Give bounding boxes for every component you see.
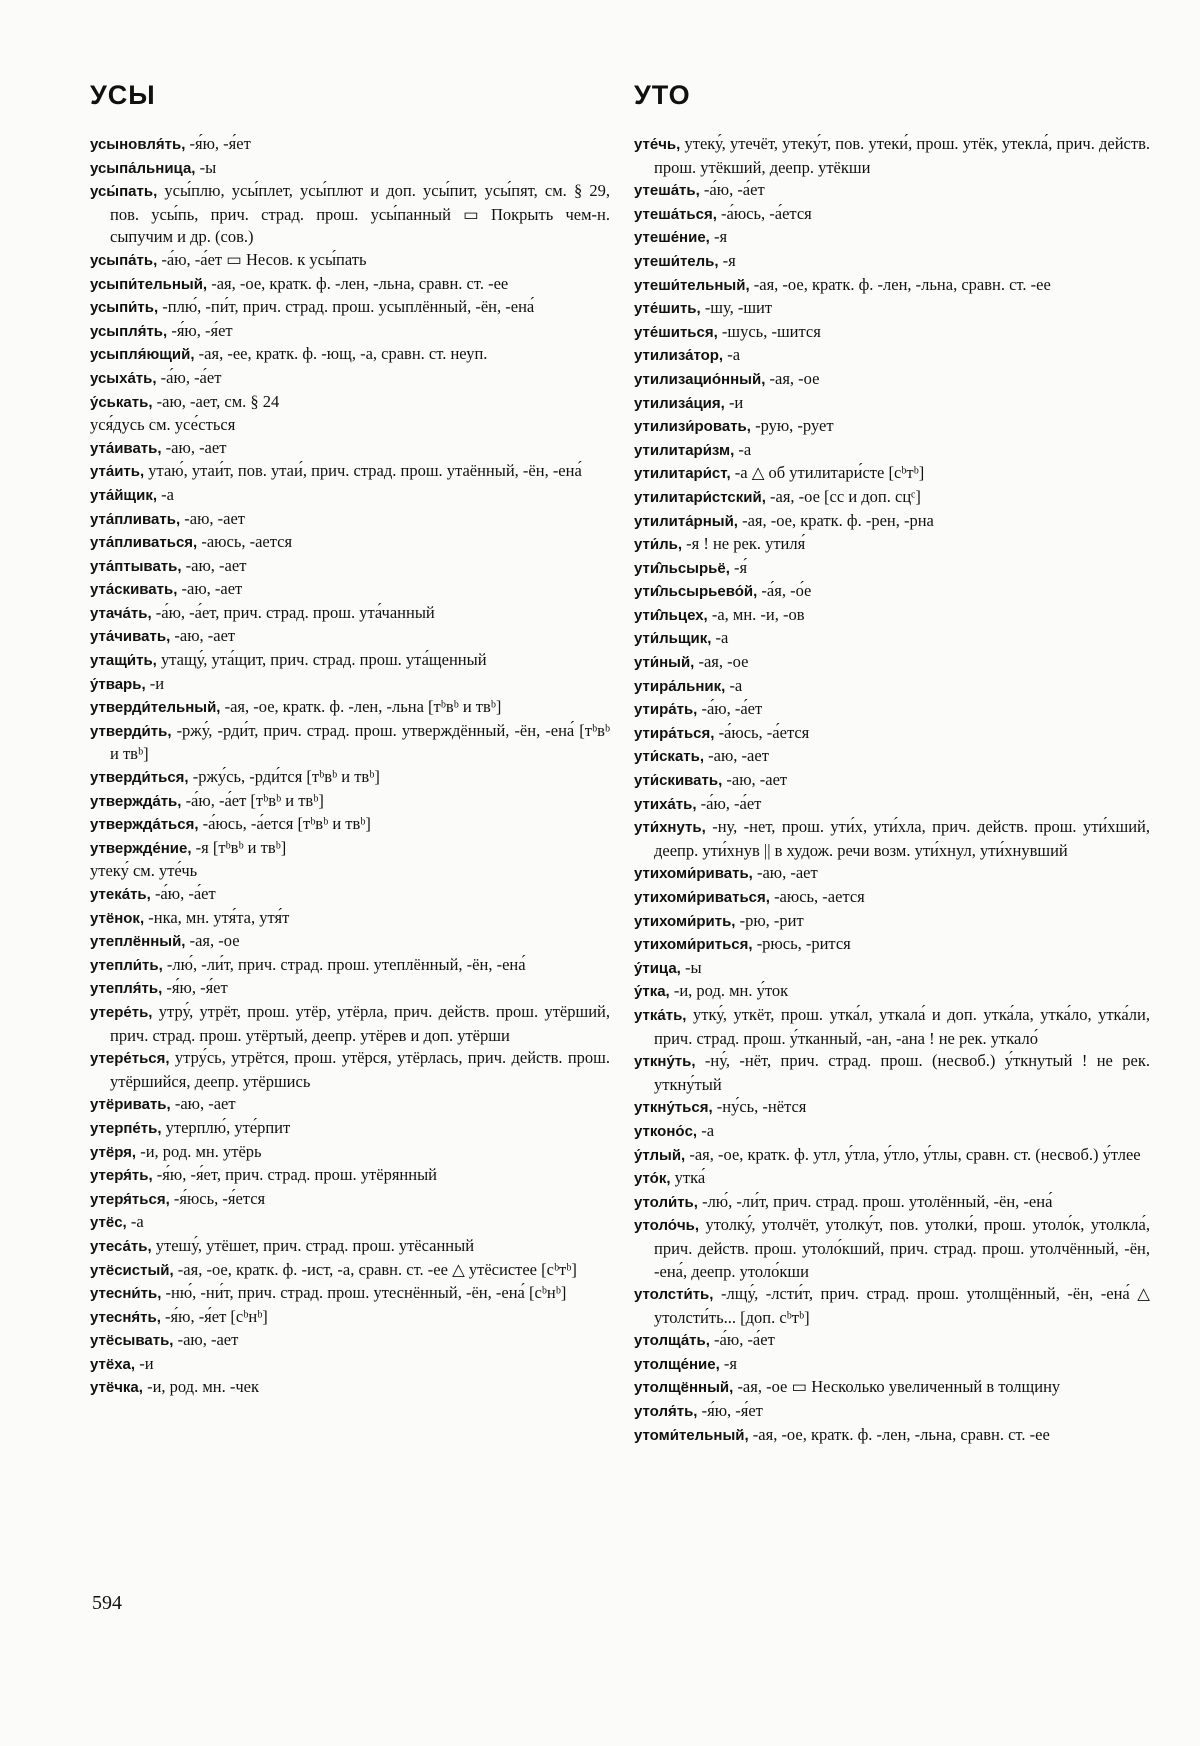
entry-forms: -я́ю, -я́ет: [185, 134, 251, 153]
entry-headword: уте́чь,: [634, 136, 681, 153]
entry-forms: -а́ю, -а́ет: [699, 180, 765, 200]
entry-forms: -а́ю, -а́ет: [697, 699, 763, 719]
entry-headword: усыпля́ющий,: [90, 346, 195, 364]
entry-headword: утихоми́ривать,: [634, 865, 753, 883]
entry-headword: у́тица,: [634, 959, 681, 977]
dictionary-entry: [634, 1096, 1150, 1120]
dictionary-entry: [634, 1191, 1150, 1215]
entry-forms: -а: [697, 1120, 715, 1140]
entry-forms: -и: [135, 1353, 154, 1373]
entry-headword: утка́ть,: [634, 1006, 687, 1024]
entry-forms: утерплю́, уте́рпит: [161, 1117, 291, 1137]
dictionary-entry: [634, 415, 1150, 439]
entry-forms: -я́юсь, -я́ется: [169, 1188, 266, 1208]
entry-headword: усыха́ть,: [90, 369, 157, 387]
entry-headword: утёнок,: [90, 909, 145, 927]
entry-headword: утеша́ть,: [634, 182, 700, 200]
dictionary-entry: [634, 1144, 1150, 1168]
entry-headword: ути́хнуть,: [634, 819, 706, 837]
entry-forms: -а, мн. -и, -ов: [707, 604, 805, 624]
entry-forms: -я [тᵇвᵇ и твᵇ]: [191, 837, 287, 857]
dictionary-entry: [634, 1400, 1150, 1424]
entry-forms: утру́, утрёт, прош. утёр, утёрла, прич. действ. прош. утёрший, прич. страд. прош. утёртый, деепр. утёрев и доп. утёрши: [110, 1001, 610, 1045]
dictionary-entry: [90, 1188, 610, 1212]
entry-forms: -а́ю, -а́ет: [696, 793, 762, 813]
dictionary-entry: [634, 675, 1150, 699]
dictionary-entry: [634, 368, 1150, 392]
dictionary-entry: [90, 1329, 610, 1353]
entry-headword: утира́ться,: [634, 724, 715, 742]
dictionary-entry: [90, 273, 610, 297]
entry-forms: -лю́, -ли́т, прич. страд. прош. утолённый, -ён, -ена́: [697, 1191, 1053, 1211]
entry-headword: ута́ивать,: [90, 439, 162, 457]
entry-forms: усы́плю, усы́плет, усы́плют и доп. усы́пит, усы́пят, см. § 29, пов. усы́пь, прич. страд. прош. усы́панный ▭ Покрыть чем-н. сыпучим и др. (сов.): [110, 181, 610, 247]
dictionary-entry: [634, 557, 1150, 581]
entry-forms: -я́ю, -я́ет [сᵇнᵇ]: [160, 1306, 268, 1326]
dictionary-entry: [90, 414, 610, 437]
entry-forms: уся́дусь см. усе́сться: [90, 415, 236, 435]
entry-headword: утира́ть,: [634, 701, 698, 719]
dictionary-entry: [634, 604, 1150, 628]
entry-forms: -ржу́, -рди́т, прич. страд. прош. утверждённый, -ён, -ена́ [тᵇвᵇ и твᵇ]: [110, 720, 610, 764]
entry-forms: -ая, -ое ▭ Несколько увеличенный в толщину: [733, 1377, 1061, 1397]
entry-headword: у́тлый,: [634, 1146, 686, 1164]
dictionary-entry: [634, 297, 1150, 321]
dictionary-entry: [90, 133, 610, 157]
dictionary-entry: [90, 320, 610, 344]
entry-forms: -а: [126, 1212, 144, 1232]
entry-forms: -я: [719, 1353, 737, 1373]
dictionary-entry: [90, 157, 610, 181]
entry-forms: -ну, -нет, прош. ути́х, ути́хла, прич. действ. прош. ути́хший, деепр. ути́хнув || в худож. речи возм. ути́хнул, ути́хнувший: [654, 817, 1150, 860]
entry-forms: -ню́, -ни́т, прич. страд. прош. утеснённый, -ён, -ена́ [сᵇнᵇ]: [161, 1283, 567, 1303]
dictionary-entry: [90, 1047, 610, 1093]
dictionary-entry: [634, 862, 1150, 886]
right-running-head: УТО: [634, 80, 691, 110]
dictionary-entry: [634, 627, 1150, 651]
entry-headword: усыпа́ть,: [90, 251, 158, 269]
dictionary-entry: [634, 533, 1150, 557]
entry-headword: утере́ть,: [90, 1003, 153, 1021]
entry-headword: утихоми́рить,: [634, 912, 736, 930]
entry-headword: у́тка,: [634, 983, 670, 1001]
entry-forms: -а́юсь, -а́ется: [714, 722, 810, 742]
entry-headword: ута́пливаться,: [90, 534, 198, 552]
entry-forms: утеку́, утечёт, утеку́т, пов. утеки́, прош. утёк, утекла́, прич. действ. прош. утёкший, деепр. утёкши: [654, 134, 1150, 177]
dictionary-entry: [90, 391, 610, 415]
entry-forms: -а́юсь, -а́ется: [716, 203, 812, 223]
entry-forms: -а: [723, 345, 741, 365]
entry-headword: утеря́ться,: [90, 1190, 170, 1208]
entry-headword: утконо́с,: [634, 1122, 698, 1140]
entry-headword: утилитари́ст,: [634, 465, 731, 483]
dictionary-entry: [90, 484, 610, 508]
dictionary-entry: [634, 1120, 1150, 1144]
entry-forms: -аю, -ает: [170, 626, 236, 646]
dictionary-entry: [634, 698, 1150, 722]
entry-headword: ути́льщик,: [634, 630, 712, 648]
entry-forms: -ая, -ое [сс и доп. сцᶜ]: [765, 486, 921, 506]
entry-forms: -а́ю, -а́ет: [709, 1330, 775, 1350]
entry-headword: у́ськать,: [90, 393, 153, 411]
entry-headword: утилитари́зм,: [634, 441, 735, 459]
entry-headword: утащи́ть,: [90, 652, 157, 670]
dictionary-entry: [90, 437, 610, 461]
entry-headword: ути́ный,: [634, 654, 695, 672]
entry-headword: у́тварь,: [90, 675, 146, 693]
entry-forms: -и, род. мн. утёрь: [136, 1141, 262, 1161]
dictionary-entry: [90, 977, 610, 1001]
entry-headword: утвержда́ть,: [90, 792, 182, 810]
dictionary-entry: [634, 462, 1150, 486]
entry-headword: утача́ть,: [90, 604, 152, 622]
entry-headword: утолща́ть,: [634, 1332, 710, 1350]
entry-forms: -аюсь, -ается: [197, 532, 293, 552]
entry-forms: -ну́, -нёт, прич. страд. прош. (несвоб.) у́ткнутый ! не рек. уткну́тый: [654, 1051, 1150, 1094]
dictionary-entry: [634, 793, 1150, 817]
entry-forms: -а △ об утилитари́сте [сᵇтᵇ]: [730, 463, 925, 483]
dictionary-entry: [90, 625, 610, 649]
entry-headword: усыпля́ть,: [90, 322, 168, 340]
entry-forms: -ая, -ое: [765, 368, 820, 388]
entry-forms: утку́, уткёт, прош. утка́л, уткала́ и доп. утка́ла, утка́ло, утка́ли, прич. страд. прош. у́тканный, -ан, -ана ! не рек. уткало́: [654, 1004, 1150, 1048]
dictionary-entry: [634, 1050, 1150, 1096]
entry-forms: -аю, -ает: [161, 437, 227, 457]
entry-headword: ута́ить,: [90, 463, 145, 481]
entry-forms: -и, род. мн. -чек: [142, 1377, 259, 1397]
dictionary-entry: [634, 274, 1150, 298]
entry-headword: ути́скивать,: [634, 772, 723, 790]
entry-headword: утеше́ние,: [634, 229, 710, 247]
entry-headword: ута́йщик,: [90, 486, 157, 504]
entry-headword: утесня́ть,: [90, 1308, 161, 1326]
entry-headword: утёха,: [90, 1355, 136, 1373]
entry-forms: -я́ю, -я́ет: [167, 320, 233, 340]
dictionary-entry: [634, 344, 1150, 368]
entry-forms: -ы: [195, 157, 217, 177]
entry-headword: утвержда́ться,: [90, 816, 199, 834]
entry-headword: утилитари́стский,: [634, 488, 766, 506]
entry-forms: -рюсь, -рится: [752, 934, 851, 954]
dictionary-entry: [634, 957, 1150, 981]
dictionary-entry: [90, 578, 610, 602]
entry-forms: -ая, -ое, кратк. ф. -ист, -а, сравн. ст. -ее △ утёсистее [сᵇтᵇ]: [173, 1259, 577, 1279]
entry-headword: утесни́ть,: [90, 1285, 162, 1303]
dictionary-entry: [90, 508, 610, 532]
dictionary-entry: [634, 1283, 1150, 1329]
entry-forms: утешу́, утёшет, прич. страд. прош. утёсанный: [151, 1235, 475, 1255]
entry-headword: утиха́ть,: [634, 795, 697, 813]
entry-forms: -и, род. мн. у́ток: [669, 981, 789, 1001]
entry-forms: утру́сь, утрётся, прош. утёрся, утёрлась, прич. действ. прош. утёршийся, деепр. утёршись: [110, 1048, 610, 1091]
entry-headword: ута́чивать,: [90, 628, 171, 646]
entry-headword: уте́шиться,: [634, 323, 718, 341]
entry-forms: -а́ю, -а́ет [тᵇвᵇ и твᵇ]: [181, 790, 324, 810]
dictionary-entry: [90, 696, 610, 720]
entry-forms: -аю, -ает: [181, 555, 247, 575]
entry-forms: -ая, -ое: [185, 931, 240, 951]
dictionary-entry: [634, 745, 1150, 769]
entry-headword: ути̂льсырьево́й,: [634, 583, 758, 601]
dictionary-entry: [634, 1214, 1150, 1283]
entry-forms: -ая, -ое, кратк. ф. -лен, -льна, сравн. ст. -ее: [748, 1424, 1050, 1444]
entry-headword: утихоми́риться,: [634, 936, 753, 954]
dictionary-entry: [90, 837, 610, 861]
entry-forms: -я́: [729, 557, 748, 577]
dictionary-entry: [634, 203, 1150, 227]
entry-headword: ута́птывать,: [90, 557, 182, 575]
dictionary-entry: [90, 367, 610, 391]
entry-forms: -аю, -ает: [180, 508, 245, 528]
entry-forms: -лю́, -ли́т, прич. страд. прош. утеплённый, -ён, -ена́: [162, 954, 526, 974]
entry-headword: утерпе́ть,: [90, 1119, 162, 1137]
dictionary-entry: [634, 651, 1150, 675]
entry-headword: утолсти́ть,: [634, 1286, 714, 1304]
dictionary-entry: [634, 1376, 1150, 1400]
right-entry-list: [634, 133, 1150, 1447]
entry-headword: уто́к,: [634, 1170, 671, 1188]
entry-forms: -плю́, -пи́т, прич. страд. прош. усыплённый, -ён, -ена́: [158, 297, 535, 317]
dictionary-entry: [90, 1001, 610, 1047]
entry-forms: -а́я, -о́е: [757, 581, 812, 601]
entry-headword: утеша́ться,: [634, 205, 717, 223]
entry-forms: -я́ю, -я́ет: [162, 978, 228, 998]
entry-forms: утаю́, утаи́т, пов. утаи́, прич. страд. прош. утаённый, -ён, -ена́: [144, 461, 582, 481]
entry-headword: утёривать,: [90, 1096, 171, 1114]
entry-forms: -рю, -рит: [735, 910, 804, 930]
entry-forms: утащу́, ута́щит, прич. страд. прош. ута́щенный: [156, 650, 487, 670]
entry-forms: -нка, мн. утя́та, утя́т: [144, 907, 290, 927]
entry-headword: утверди́ться,: [90, 769, 189, 787]
dictionary-entry: [634, 1167, 1150, 1191]
dictionary-entry: [634, 816, 1150, 862]
entry-headword: утёсистый,: [90, 1261, 174, 1279]
left-entry-list: [90, 133, 610, 1400]
dictionary-entry: [634, 510, 1150, 534]
entry-headword: ути́ль,: [634, 536, 683, 554]
entry-headword: утоло́чь,: [634, 1217, 700, 1235]
entry-forms: -аю, -ает: [170, 1094, 236, 1114]
entry-forms: -лщу́, -лсти́т, прич. страд. прош. утолщённый, -ён, -ена́ △ утолсти́ть... [доп. сᵇтᵇ]: [654, 1284, 1150, 1327]
entry-forms: -а: [725, 675, 743, 695]
dictionary-entry: [90, 1235, 610, 1259]
dictionary-entry: [634, 722, 1150, 746]
entry-forms: -ая, -ое, кратк. ф. -лен, -льна, сравн. ст. -ее: [749, 274, 1051, 294]
dictionary-entry: [634, 1004, 1150, 1050]
dictionary-entry: [90, 649, 610, 673]
entry-forms: -а: [711, 628, 729, 648]
entry-forms: -ы: [680, 957, 702, 977]
entry-headword: усыпи́ть,: [90, 299, 159, 317]
entry-headword: утоля́ть,: [634, 1403, 698, 1421]
dictionary-entry: [634, 580, 1150, 604]
dictionary-entry: [634, 769, 1150, 793]
left-running-head: УСЫ: [90, 80, 156, 110]
entry-forms: -аюсь, -ается: [769, 887, 865, 906]
entry-forms: -аю, -ает: [752, 863, 818, 883]
dictionary-entry: [634, 886, 1150, 910]
entry-headword: утира́льник,: [634, 677, 726, 695]
entry-forms: -ая, -ое, кратк. ф. -лен, -льна, сравн. ст. -ее: [207, 273, 509, 293]
dictionary-entry: [90, 813, 610, 837]
dictionary-entry: [634, 1329, 1150, 1353]
entry-forms: -ржу́сь, -рди́тся [тᵇвᵇ и твᵇ]: [188, 767, 380, 787]
dictionary-entry: [634, 439, 1150, 463]
dictionary-entry: [90, 460, 610, 484]
entry-headword: утилиза́тор,: [634, 347, 724, 365]
entry-headword: утёчка,: [90, 1379, 143, 1397]
entry-headword: утилита́рный,: [634, 512, 738, 530]
entry-forms: утолку́, утолчёт, утолку́т, пов. утолки́, прош. утоло́к, утолкла́, прич. действ. прош. утоло́кший, прич. страд. прош. утолчённый, -ён, -ена́, деепр. утоло́кши: [654, 1215, 1150, 1281]
entry-headword: утеши́тель,: [634, 252, 719, 270]
entry-headword: усы́пать,: [90, 183, 158, 201]
entry-forms: -я́ю, -я́ет, прич. страд. прош. утёрянный: [152, 1165, 437, 1185]
dictionary-entry: [90, 1211, 610, 1235]
entry-headword: утилизацио́нный,: [634, 370, 766, 388]
entry-headword: утёря,: [90, 1143, 137, 1161]
dictionary-entry: [90, 1117, 610, 1141]
entry-forms: -ая, -ее, кратк. ф. -ющ, -а, сравн. ст. неуп.: [194, 344, 488, 364]
dictionary-entry: [90, 860, 610, 883]
entry-forms: -я: [709, 227, 728, 247]
dictionary-entry: [90, 930, 610, 954]
dictionary-entry: [90, 1164, 610, 1188]
dictionary-entry: [634, 980, 1150, 1004]
entry-headword: утёс,: [90, 1214, 127, 1232]
entry-headword: утепля́ть,: [90, 980, 163, 998]
dictionary-entry: [634, 250, 1150, 274]
dictionary-entry: [90, 1282, 610, 1306]
dictionary-entry: [90, 766, 610, 790]
entry-forms: утка́: [670, 1168, 706, 1188]
entry-forms: -ая, -ое, кратк. ф. -лен, -льна [тᵇвᵇ и твᵇ]: [220, 697, 502, 717]
entry-forms: утеку́ см. уте́чь: [90, 861, 198, 881]
entry-forms: -а́ю, -а́ет, прич. страд. прош. ута́чанный: [151, 602, 435, 622]
dictionary-entry: [634, 933, 1150, 957]
dictionary-entry: [90, 1259, 610, 1283]
entry-headword: утеря́ть,: [90, 1167, 153, 1185]
dictionary-entry: [90, 1353, 610, 1377]
dictionary-entry: [90, 907, 610, 931]
entry-headword: утепли́ть,: [90, 956, 163, 974]
entry-forms: -аю, -ает: [704, 746, 769, 766]
entry-headword: уткну́ться,: [634, 1099, 713, 1117]
entry-headword: утоми́тельный,: [634, 1426, 749, 1444]
dictionary-entry: [90, 1093, 610, 1117]
entry-headword: утёсывать,: [90, 1332, 174, 1350]
entry-forms: -аю, -ает: [722, 770, 788, 790]
entry-forms: -ну́сь, -нётся: [712, 1097, 807, 1117]
entry-forms: -аю, -ает: [173, 1330, 239, 1350]
dictionary-entry: [90, 602, 610, 626]
dictionary-entry: [90, 673, 610, 697]
dictionary-entry: [90, 720, 610, 766]
entry-forms: -а́ю, -а́ет: [156, 367, 222, 387]
entry-headword: ути̂льцех,: [634, 606, 708, 624]
entry-headword: утека́ть,: [90, 886, 151, 903]
dictionary-entry: [90, 343, 610, 367]
entry-forms: -шусь, -шится: [717, 321, 821, 341]
dictionary-entry: [634, 1353, 1150, 1377]
dictionary-entry: [90, 883, 610, 907]
dictionary-entry: [634, 179, 1150, 203]
entry-headword: усыновля́ть,: [90, 136, 186, 153]
dictionary-entry: [634, 1424, 1150, 1448]
dictionary-entry: [634, 392, 1150, 416]
dictionary-entry: [90, 1141, 610, 1165]
entry-forms: -аю, -ает: [177, 579, 243, 599]
entry-forms: -ая, -ое, кратк. ф. утл, у́тла, у́тло, у́тлы, сравн. ст. (несвоб.) у́тлее: [685, 1144, 1141, 1164]
dictionary-entry: [90, 1306, 610, 1330]
entry-headword: ута́скивать,: [90, 581, 178, 599]
entry-forms: -и: [724, 392, 744, 412]
entry-headword: утвержде́ние,: [90, 839, 192, 857]
entry-headword: утолще́ние,: [634, 1355, 720, 1373]
dictionary-entry: [90, 954, 610, 978]
dictionary-entry: [90, 296, 610, 320]
entry-forms: -а́юсь, -а́ется [тᵇвᵇ и твᵇ]: [198, 814, 371, 834]
dictionary-entry: [90, 1376, 610, 1400]
dictionary-entry: [634, 486, 1150, 510]
dictionary-entry: [90, 180, 610, 249]
entry-headword: усыпа́льница,: [90, 159, 196, 177]
dictionary-entry: [634, 321, 1150, 345]
entry-headword: утеши́тельный,: [634, 276, 750, 294]
entry-forms: -я ! не рек. утиля́: [682, 534, 806, 554]
entry-headword: утеса́ть,: [90, 1237, 152, 1255]
entry-headword: усыпи́тельный,: [90, 275, 208, 293]
entry-headword: утолщённый,: [634, 1379, 734, 1397]
page-number: 594: [92, 1592, 122, 1614]
entry-forms: -аю, -ает, см. § 24: [152, 391, 280, 411]
entry-forms: -а́ю, -а́ет: [150, 884, 216, 903]
entry-forms: -ая, -ое, кратк. ф. -рен, -рна: [737, 510, 934, 530]
entry-forms: -рую, -рует: [750, 416, 834, 436]
entry-headword: ути̂льсырьё,: [634, 559, 730, 577]
entry-forms: -я́ю, -я́ет: [697, 1401, 763, 1421]
entry-headword: утеплённый,: [90, 933, 186, 951]
entry-forms: -а: [157, 484, 174, 504]
dictionary-entry: [634, 226, 1150, 250]
entry-forms: -а́ю, -а́ет ▭ Несов. к усы́пать: [157, 249, 367, 269]
dictionary-entry: [90, 531, 610, 555]
entry-forms: -ая, -ое: [694, 652, 749, 672]
entry-headword: утилизи́ровать,: [634, 418, 751, 436]
dictionary-entry: [90, 555, 610, 579]
entry-headword: утверди́тельный,: [90, 699, 221, 717]
entry-headword: ути́скать,: [634, 748, 705, 766]
dictionary-entry: [90, 790, 610, 814]
entry-headword: уткну́ть,: [634, 1053, 696, 1071]
dictionary-entry: [634, 910, 1150, 934]
dictionary-entry: [90, 249, 610, 273]
entry-headword: утверди́ть,: [90, 722, 172, 740]
entry-headword: утихоми́риваться,: [634, 889, 770, 906]
entry-headword: утере́ться,: [90, 1050, 170, 1068]
entry-headword: уте́шить,: [634, 300, 701, 318]
entry-headword: утоли́ть,: [634, 1193, 698, 1211]
entry-forms: -и: [145, 673, 165, 693]
entry-forms: -а: [734, 439, 752, 459]
entry-headword: ута́пливать,: [90, 510, 181, 528]
dictionary-entry: [634, 133, 1150, 179]
entry-forms: -я: [718, 250, 736, 270]
entry-headword: утилиза́ция,: [634, 394, 725, 412]
entry-forms: -шу, -шит: [700, 298, 773, 318]
